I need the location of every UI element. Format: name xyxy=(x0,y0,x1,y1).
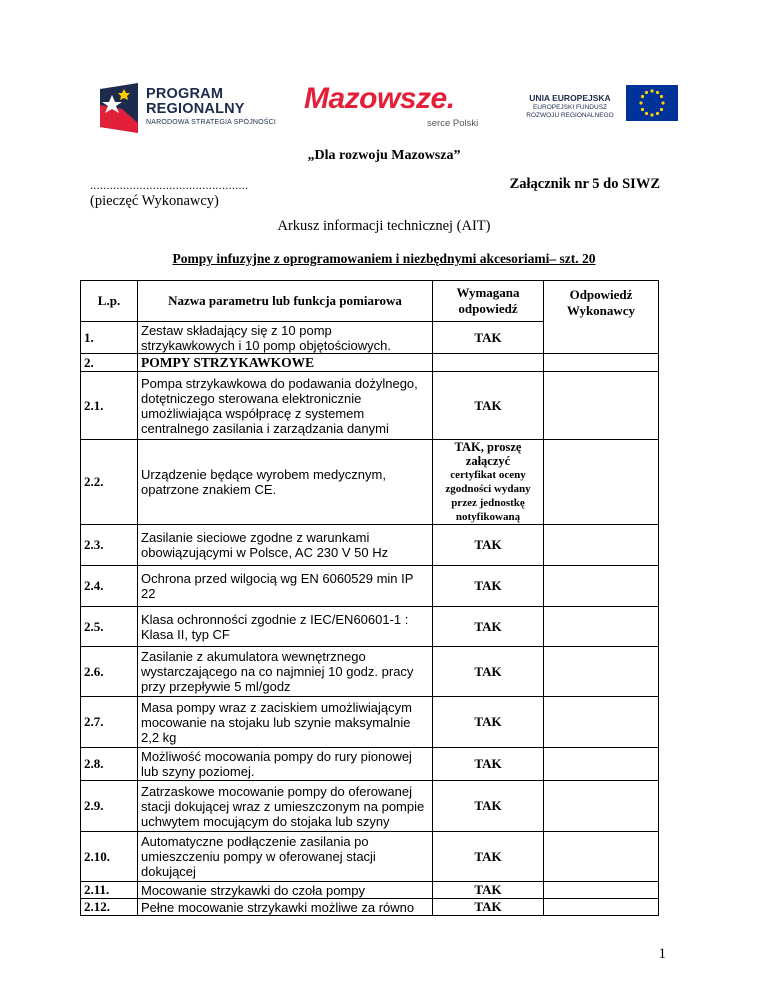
table-row: 2.8. Możliwość mocowania pompy do rury pionowej lub szyny poziomej. TAK xyxy=(81,748,659,781)
table-row: 2.6. Zasilanie z akumulatora wewnętrznego wystarczającego na co najmniej 10 godz. pracy przy przepływie 5 ml/godz TAK xyxy=(81,647,659,697)
mazowsze-wordmark: Mazowsze. xyxy=(304,82,455,115)
answer-cell[interactable] xyxy=(544,525,659,566)
table-row: 2.1. Pompa strzykawkowa do podawania dożylnego, dotętniczego sterowana elektronicznie umożliwiająca współpracę z systemem centralnego zasilania i zarządzania danymi TAK xyxy=(81,372,659,440)
table-row: 2.7. Masa pompy wraz z zaciskiem umożliwiającym mocowanie na stojaku lub szynie maksymalnie 2,2 kg TAK xyxy=(81,697,659,748)
table-row: 2.9. Zatrzaskowe mocowanie pompy do oferowanej stacji dokującej wraz z umieszczonym na pompie uchwytem mocującym do stojaka lub szyny TAK xyxy=(81,781,659,832)
required-with-certificate: TAK, proszę załączyć certyfikat oceny zgodności wydany przez jednostkę notyfikowaną xyxy=(433,440,544,525)
answer-cell[interactable] xyxy=(544,832,659,882)
annex-label: Załącznik nr 5 do SIWZ xyxy=(509,176,660,192)
table-row: 2.4. Ochrona przed wilgocią wg EN 6060529 min IP 22 TAK xyxy=(81,566,659,607)
subject-title: Pompy infuzyjne z oprogramowaniem i niezbędnymi akcesoriami– szt. 20 xyxy=(172,251,596,266)
program-regionalny-logo xyxy=(98,83,298,135)
table-row: 2. POMPY STRZYKAWKOWE xyxy=(81,354,659,372)
table-row: 2.2. Urządzenie będące wyrobem medycznym, opatrzone znakiem CE. TAK, proszę załączyć certyfikat oceny zgodności wydany przez jednostkę notyfikowaną xyxy=(81,440,659,525)
program-regionalny-title: PROGRAM REGIONALNY xyxy=(146,86,245,117)
table-row: 2.5. Klasa ochronności zgodnie z IEC/EN60601-1 : Klasa II, typ CF TAK xyxy=(81,607,659,647)
answer-cell[interactable] xyxy=(544,647,659,697)
answer-cell[interactable] xyxy=(544,781,659,832)
program-regionalny-subtitle: NARODOWA STRATEGIA SPÓJNOŚCI xyxy=(146,119,277,126)
header-contractor-answer: Odpowiedź Wykonawcy xyxy=(544,281,659,354)
answer-cell[interactable] xyxy=(544,440,659,525)
header-lp: L.p. xyxy=(81,281,138,322)
table-row: 1. Zestaw składający się z 10 pomp strzykawkowych i 10 pomp objętościowych. TAK xyxy=(81,322,659,354)
sheet-title: Arkusz informacji technicznej (AIT) xyxy=(277,218,491,234)
page-number: 1 xyxy=(658,946,666,962)
spec-table xyxy=(80,280,659,916)
table-row: 2.10. Automatyczne podłączenie zasilania po umieszczeniu pompy w oferowanej stacji dokującej TAK xyxy=(81,832,659,882)
mazowsze-logo xyxy=(304,80,499,135)
stamp-dotted-line: ................................................ xyxy=(90,178,249,192)
table-row: 2.3. Zasilanie sieciowe zgodne z warunkami obowiązującymi w Polsce, AC 230 V 50 Hz TAK xyxy=(81,525,659,566)
table-row: 2.11. Mocowanie strzykawki do czoła pompy TAK xyxy=(81,882,659,899)
answer-cell[interactable] xyxy=(544,607,659,647)
program-regionalny-mark-icon xyxy=(98,83,140,133)
header-required: Wymagana odpowiedź xyxy=(433,281,544,322)
answer-cell[interactable] xyxy=(544,566,659,607)
answer-cell[interactable] xyxy=(544,882,659,899)
ue-logo xyxy=(516,85,678,135)
eu-flag-icon xyxy=(626,85,678,121)
answer-cell[interactable] xyxy=(544,748,659,781)
mazowsze-tagline: serce Polski xyxy=(427,118,479,129)
contractor-stamp-label: (pieczęć Wykonawcy) xyxy=(90,193,219,209)
header-parameter: Nazwa parametru lub funkcja pomiarowa xyxy=(138,281,433,322)
answer-cell[interactable] xyxy=(544,354,659,372)
logo-band xyxy=(98,80,678,140)
table-row: 2.12. Pełne mocowanie strzykawki możliwe za równo TAK xyxy=(81,899,659,916)
answer-cell[interactable] xyxy=(544,899,659,916)
answer-cell[interactable] xyxy=(544,372,659,440)
table-header-row xyxy=(81,281,659,322)
ue-text: UNIA EUROPEJSKA EUROPEJSKI FUNDUSZ ROZWOJU REGIONALNEGO xyxy=(526,93,614,119)
motto: „Dla rozwoju Mazowsza” xyxy=(307,148,461,163)
answer-cell[interactable] xyxy=(544,697,659,748)
